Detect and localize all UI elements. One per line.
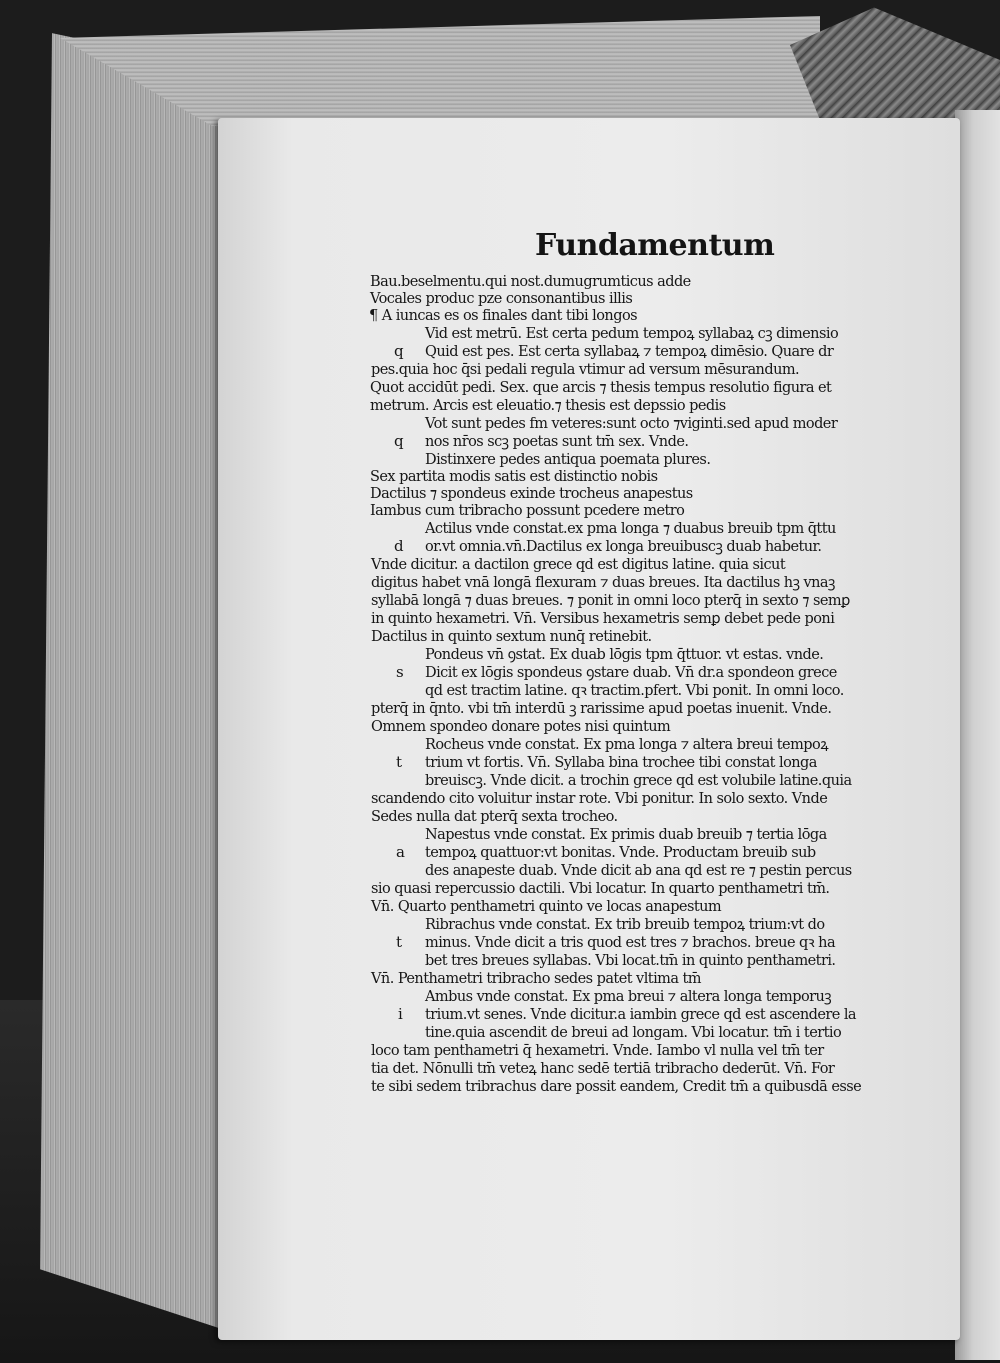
text-line: Vnde dicitur. a dactilon grece qd est digitus latine. quia sicut bbox=[371, 557, 786, 573]
text-line: Iambus cum tribracho possunt pcedere metro bbox=[370, 503, 685, 519]
text-line: nos nr̄os scꝫ poetas sunt tm̄ sex. Vnde. bbox=[425, 434, 689, 450]
text-line: Ambus vnde constat. Ex pma breui ⁊ altera longa temporuꝫ bbox=[425, 989, 832, 1005]
text-line: Sedes nulla dat pterq̄ sexta trocheo. bbox=[371, 809, 618, 825]
text-line: te sibi sedem tribrachus dare possit eandem, Credit tm̄ a quibusdā esse bbox=[371, 1079, 862, 1095]
text-line: Dactilus ⁊ spondeus exinde trocheus anapestus bbox=[370, 486, 693, 502]
text-line: breuiscꝫ. Vnde dicit. a trochin grece qd est volubile latine.quia bbox=[425, 773, 852, 789]
text-line: Sex partita modis satis est distinctio nobis bbox=[370, 469, 658, 485]
text-line: ¶ A iuncas es os finales dant tibi longos bbox=[369, 308, 638, 324]
text-line: Napestus vnde constat. Ex primis duab breuib ⁊ tertia lōga bbox=[425, 827, 827, 843]
text-line: syllabā longā ⁊ duas breues. ⁊ ponit in omni loco pterq̄ in sexto ⁊ semꝑ bbox=[371, 593, 850, 609]
margin-guide-letter: d bbox=[394, 537, 404, 555]
text-line: Vn̄. Penthametri tribracho sedes patet vltima tm̄ bbox=[371, 971, 701, 987]
text-line: loco tam penthametri q̄ hexametri. Vnde. Iambo vl nulla vel tm̄ ter bbox=[371, 1043, 824, 1059]
text-line: pterq̄ in q̄nto. vbi tm̄ interdū ꝫ rarissime apud poetas inuenit. Vnde. bbox=[371, 701, 832, 717]
text-line: Omnem spondeo donare potes nisi quintum bbox=[371, 719, 671, 735]
text-line: digitus habet vnā longā flexuram ⁊ duas breues. Ita dactilus hꝫ vnaꝫ bbox=[371, 575, 835, 591]
margin-guide-letter: s bbox=[396, 663, 404, 681]
margin-guide-letter: q bbox=[394, 342, 404, 360]
margin-guide-letter: q bbox=[394, 432, 404, 450]
text-line: tine.quia ascendit de breui ad longam. Vbi locatur. tm̄ i tertio bbox=[425, 1025, 842, 1041]
text-line: Rocheus vnde constat. Ex pma longa ⁊ altera breui tempoꝝ bbox=[425, 737, 829, 753]
text-line: in quinto hexametri. Vn̄. Versibus hexametris semꝑ debet pede poni bbox=[371, 611, 835, 627]
text-line: or.vt omnia.vn̄.Dactilus ex longa breuibuscꝫ duab habetur. bbox=[425, 539, 822, 555]
text-line: Distinxere pedes antiqua poemata plures. bbox=[425, 452, 711, 468]
text-line: Pondeus vn̄ ꝯstat. Ex duab lōgis tpm q̄ttuor. vt estas. vnde. bbox=[425, 647, 824, 663]
text-line: sio quasi repercussio dactili. Vbi locatur. In quarto penthametri tm̄. bbox=[371, 881, 830, 897]
text-line: minus. Vnde dicit a tris quod est tres ⁊ brachos. breue qꝛ ha bbox=[425, 935, 836, 951]
text-line: Vn̄. Quarto penthametri quinto ve locas anapestum bbox=[371, 899, 722, 915]
text-line: Dicit ex lōgis spondeus ꝯstare duab. Vn̄ dr.a spondeon grece bbox=[425, 665, 837, 681]
text-line: bet tres breues syllabas. Vbi locat.tm̄ in quinto penthametri. bbox=[425, 953, 836, 969]
text-line: Vot sunt pedes fm veteres:sunt octo ⁊viginti.sed apud moder bbox=[425, 416, 838, 432]
text-line: Quid est pes. Est certa syllabaꝝ ⁊ tempoꝝ dimēsio. Quare dr bbox=[425, 344, 834, 360]
text-line: tia det. Nōnulli tm̄ veteꝝ hanc sedē tertiā tribracho dederūt. Vn̄. For bbox=[371, 1061, 835, 1077]
text-line: Vocales produc pze consonantibus illis bbox=[370, 291, 633, 307]
text-line: Vid est metrū. Est certa pedum tempoꝝ syllabaꝝ cꝫ dimensio bbox=[425, 326, 839, 342]
margin-guide-letter: i bbox=[398, 1005, 403, 1023]
text-line: Dactilus in quinto sextum nunq̄ retinebit. bbox=[371, 629, 652, 645]
text-line: trium.vt senes. Vnde dicitur.a iambin grece qd est ascendere la bbox=[425, 1007, 857, 1023]
page-edges-block bbox=[40, 20, 240, 1335]
margin-guide-letter: t bbox=[396, 753, 403, 771]
text-line: tempoꝝ quattuor:vt bonitas. Vnde. Productam breuib sub bbox=[425, 845, 816, 861]
text-line: metrum. Arcis est eleuatio.⁊ thesis est depssio pedis bbox=[370, 398, 726, 414]
facing-page-edge bbox=[955, 110, 1000, 1360]
text-line: qd est tractim latine. qꝛ tractim.pfert. Vbi ponit. In omni loco. bbox=[425, 683, 844, 699]
margin-guide-letter: a bbox=[396, 843, 405, 861]
text-line: trium vt fortis. Vn̄. Syllaba bina trochee tibi constat longa bbox=[425, 755, 817, 771]
page-title: Fundamentum bbox=[535, 228, 775, 263]
text-line: Actilus vnde constat.ex pma longa ⁊ duabus breuib tpm q̄ttu bbox=[425, 521, 836, 537]
text-line: scandendo cito voluitur instar rote. Vbi ponitur. In solo sexto. Vnde bbox=[371, 791, 828, 807]
text-line: Ribrachus vnde constat. Ex trib breuib tempoꝝ trium:vt do bbox=[425, 917, 825, 933]
text-line: Quot accidūt pedi. Sex. que arcis ⁊ thesis tempus resolutio figura et bbox=[370, 380, 832, 396]
text-line: Bau.beselmentu.qui nost.dumugrumticus adde bbox=[370, 274, 691, 290]
margin-guide-letter: t bbox=[396, 933, 403, 951]
text-line: des anapeste duab. Vnde dicit ab ana qd est re ⁊ pestin percus bbox=[425, 863, 852, 879]
text-line: pes.quia hoc q̄si pedali regula vtimur ad versum mēsurandum. bbox=[371, 362, 800, 378]
